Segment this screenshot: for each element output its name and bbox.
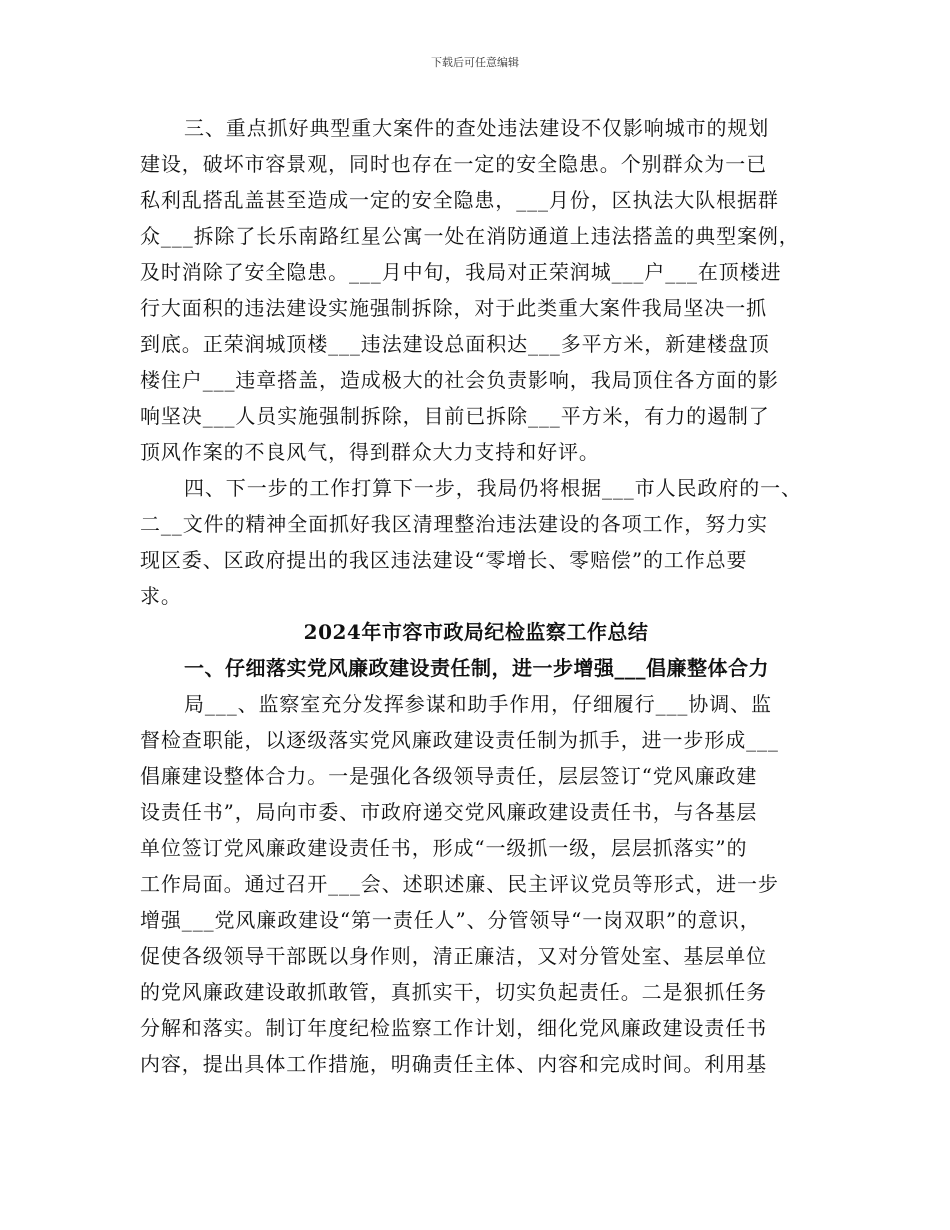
- paragraph-line: 工作局面。通过召开___会、述职述廉、民主评议党员等形式，进一步: [140, 872, 779, 896]
- paragraph-line: 内容，提出具体工作措施，明确责任主体、内容和完成时间。利用基: [140, 1052, 767, 1076]
- paragraph-line: 局___、监察室充分发挥参谋和助手作用，仔细履行___协调、监: [184, 692, 772, 716]
- paragraph-line: 楼住户___违章搭盖，造成极大的社会负责影响，我局顶住各方面的影: [140, 368, 779, 392]
- document-body: [140, 110, 812, 1082]
- paragraph-line: 私利乱搭乱盖甚至造成一定的安全隐患，___月份，区执法大队根据群: [140, 188, 779, 212]
- paragraph-line: 求。: [140, 584, 182, 608]
- paragraph-line: 众___拆除了长乐南路红星公寓一处在消防通道上违法搭盖的典型案例，: [140, 224, 800, 248]
- document-title: 2024年市容市政局纪检监察工作总结: [303, 620, 649, 644]
- paragraph-line: 到底。正荣润城顶楼___违法建设总面积达___多平方米，新建楼盘顶: [140, 332, 770, 356]
- paragraph-line: 三、重点抓好典型重大案件的查处违法建设不仅影响城市的规划: [184, 116, 770, 140]
- paragraph-line: 增强___党风廉政建设“第一责任人”、分管领导“一岗双职”的意识，: [140, 908, 761, 932]
- paragraph-line: 二__文件的精神全面抓好我区清理整治违法建设的各项工作，努力实: [140, 512, 768, 536]
- paragraph-line: 单位签订党风廉政建设责任书，形成“一级抓一级，层层抓落实”的: [140, 836, 748, 860]
- section-heading: 一、仔细落实党风廉政建设责任制，进一步增强___倡廉整体合力: [184, 656, 769, 680]
- paragraph-line: 分解和落实。制订年度纪检监察工作计划，细化党风廉政建设责任书: [140, 1016, 767, 1040]
- paragraph-line: 现区委、区政府提出的我区违法建设“零增长、零赔偿”的工作总要: [140, 548, 748, 572]
- paragraph-line: 四、下一步的工作打算下一步，我局仍将根据___市人民政府的一、: [184, 476, 802, 500]
- paragraph-line: 促使各级领导干部既以身作则，清正廉洁，又对分管处室、基层单位: [140, 944, 767, 968]
- paragraph-line: 建设，破坏市容景观，同时也存在一定的安全隐患。个别群众为一已: [140, 152, 767, 176]
- header-note: 下载后可任意编辑: [431, 56, 519, 69]
- paragraph-line: 的党风廉政建设敢抓敢管，真抓实干，切实负起责任。二是狠抓任务: [140, 980, 767, 1004]
- paragraph-line: 响坚决___人员实施强制拆除，目前已拆除___平方米，有力的遏制了: [140, 404, 770, 428]
- paragraph-line: 倡廉建设整体合力。一是强化各级领导责任，层层签订“党风廉政建: [140, 764, 758, 788]
- paragraph-line: 督检查职能，以逐级落实党风廉政建设责任制为抓手，进一步形成___: [140, 728, 779, 752]
- paragraph-line: 设责任书”，局向市委、市政府递交党风廉政建设责任书，与各基层: [140, 800, 758, 824]
- paragraph-line: 顶风作案的不良风气，得到群众大力支持和好评。: [140, 440, 600, 464]
- paragraph-line: 行大面积的违法建设实施强制拆除，对于此类重大案件我局坚决一抓: [140, 296, 767, 320]
- paragraph-line: 及时消除了安全隐患。___月中旬，我局对正荣润城___户___在顶楼进: [140, 260, 782, 284]
